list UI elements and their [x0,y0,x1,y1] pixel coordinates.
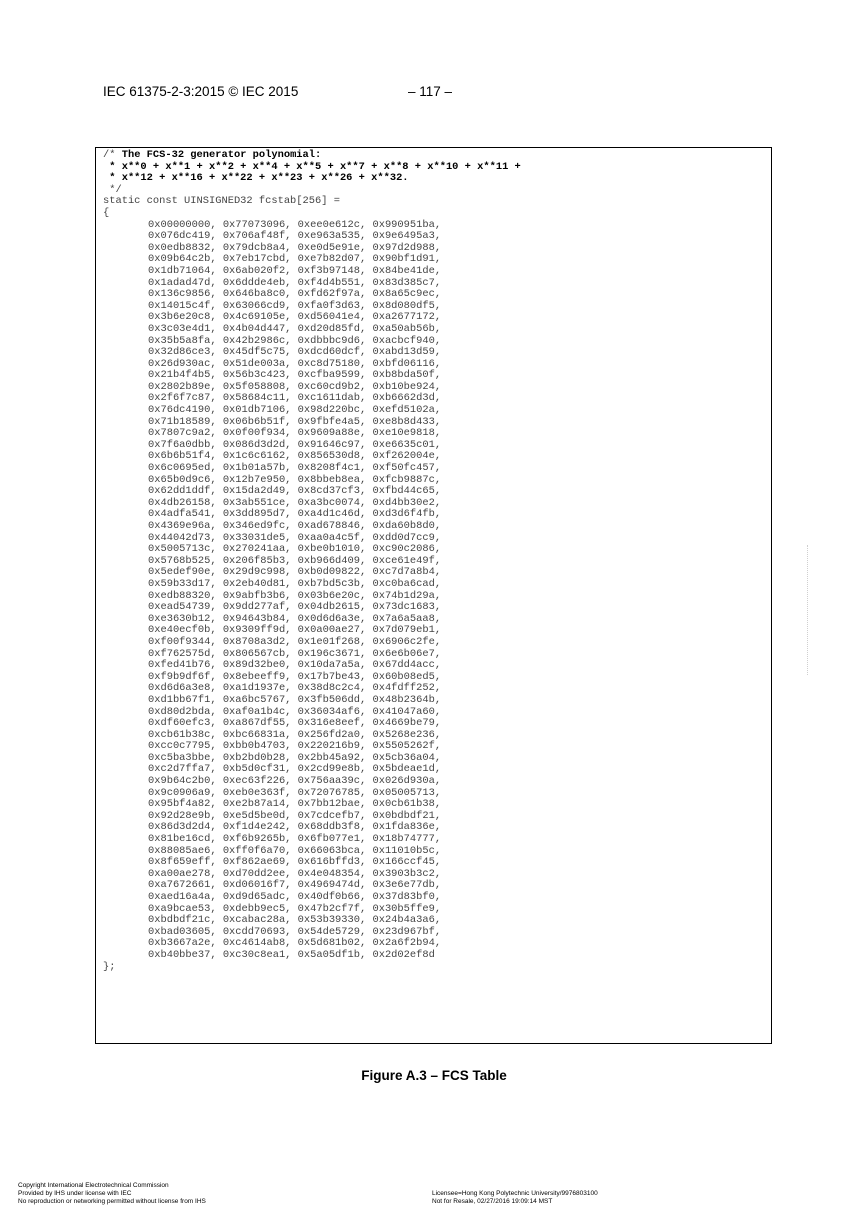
table-row: 0x35b5a8fa, 0x42b2986c, 0xdbbbc9d6, 0xacbcf940, [148,334,442,347]
table-row: 0x00000000, 0x77073096, 0xee0e612c, 0x990951ba, [148,218,442,231]
table-row: 0x76dc4190, 0x01db7106, 0x98d220bc, 0xefd5102a, [148,404,442,417]
table-row: 0xcc0c7795, 0xbb0b4703, 0x220216b9, 0x5505262f, [148,740,442,753]
table-row: 0xa9bcae53, 0xdebb9ec5, 0x47b2cf7f, 0x30b5ffe9, [148,902,442,915]
table-row: 0x1adad47d, 0x6ddde4eb, 0xf4d4b551, 0x83d385c7, [148,276,442,289]
table-row: 0x26d930ac, 0x51de003a, 0xc8d75180, 0xbfd06116, [148,357,442,370]
figure-caption: Figure A.3 – FCS Table [361,1068,507,1083]
table-row: 0x95bf4a82, 0xe2b87a14, 0x7bb12bae, 0x0cb61b38, [148,798,442,811]
table-row: 0xe40ecf0b, 0x9309ff9d, 0x0a00ae27, 0x7d079eb1, [148,624,442,637]
side-watermark [807,545,814,675]
table-row: 0x4369e96a, 0x346ed9fc, 0xad678846, 0xda60b8d0, [148,520,442,532]
comment-line-4: */ [103,183,122,196]
table-row: 0x7f6a0dbb, 0x086d3d2d, 0x91646c97, 0xe6635c01, [148,438,442,451]
code-listing-box [95,147,772,1044]
table-row: 0xd6d6a3e8, 0xa1d1937e, 0x38d8c2c4, 0x4fdff252, [148,682,442,695]
table-row: 0x1db71064, 0x6ab020f2, 0xf3b97148, 0x84be41de, [148,264,442,277]
table-row: 0x44042d73, 0x33031de5, 0xaa0a4c5f, 0xdd0d7cc9, [148,531,442,544]
table-row: 0x81be16cd, 0xf6b9265b, 0x6fb077e1, 0x18b74777, [148,833,442,846]
comment-line-3: * x**12 + x**16 + x**22 + x**23 + x**26 + x**32. [103,172,409,185]
table-row: 0xb40bbe37, 0xc30c8ea1, 0x5a05df1b, 0x2d02ef8d [148,948,435,961]
table-row: 0xf9b9df6f, 0x8ebeeff9, 0x17b7be43, 0x60b08ed5, [148,670,442,683]
footer-left-line: No reproduction or networking permitted without license from IHS [18,1198,206,1205]
table-row: 0x0edb8832, 0x79dcb8a4, 0xe0d5e91e, 0x97d2d988, [148,241,442,254]
comment-line-1 [103,150,771,162]
comment-line-2: * x**0 + x**1 + x**2 + x**4 + x**5 + x**7 + x**8 + x**10 + x**11 + [103,160,521,173]
page-number: – 117 – [408,84,453,99]
table-row: 0xedb88320, 0x9abfb3b6, 0x03b6e20c, 0x74b1d29a, [148,589,442,602]
table-row: 0x5768b525, 0x206f85b3, 0xb966d409, 0xce61e49f, [148,554,442,567]
table-row: 0xbdbdf21c, 0xcabac28a, 0x53b39330, 0x24b4a3a6, [148,914,442,927]
table-row: 0xa7672661, 0xd06016f7, 0x4969474d, 0x3e6e77db, [148,879,442,892]
table-row: 0xe3630b12, 0x94643b84, 0x0d6d6a3e, 0x7a6a5aa8, [148,612,442,625]
table-row: 0xcb61b38c, 0xbc66831a, 0x256fd2a0, 0x5268e236, [148,728,442,741]
table-declaration: static const UINSIGNED32 fcstab[256] = [103,195,340,208]
table-row: 0xbad03605, 0xcdd70693, 0x54de5729, 0x23d967bf, [148,925,442,938]
footer-left-line: Provided by IHS under license with IEC [18,1190,132,1197]
fcs-table-values [103,220,771,962]
table-row: 0x21b4f4b5, 0x56b3c423, 0xcfba9599, 0xb8bda50f, [148,369,442,382]
table-row: 0x6c0695ed, 0x1b01a57b, 0x8208f4c1, 0xf50fc457, [148,462,442,475]
table-row: 0x9b64c2b0, 0xec63f226, 0x756aa39c, 0x026d930a, [148,775,442,788]
table-row: 0x9c0906a9, 0xeb0e363f, 0x72076785, 0x05005713, [148,786,442,799]
table-row: 0x8f659eff, 0xf862ae69, 0x616bffd3, 0x166ccf45, [148,856,442,869]
footer-right-line: Not for Resale, 02/27/2016 19:09:14 MST [432,1198,553,1205]
table-row: 0x6b6b51f4, 0x1c6c6162, 0x856530d8, 0xf262004e, [148,450,442,463]
table-row: 0xead54739, 0x9dd277af, 0x04db2615, 0x73dc1683, [148,601,442,614]
footer-copyright [18,1182,206,1206]
footer-right-line: Licensee=Hong Kong Polytechnic University/9976803100 [432,1190,598,1197]
table-row: 0x4db26158, 0x3ab551ce, 0xa3bc0074, 0xd4bb30e2, [148,496,442,509]
table-row: 0x5005713c, 0x270241aa, 0xbe0b1010, 0xc90c2086, [148,543,442,556]
table-row: 0xd80d2bda, 0xaf0a1b4c, 0x36034af6, 0x41047a60, [148,705,442,718]
table-row: 0xf00f9344, 0x8708a3d2, 0x1e01f268, 0x6906c2fe, [148,635,442,648]
table-row: 0x62dd1ddf, 0x15da2d49, 0x8cd37cf3, 0xfbd44c65, [148,485,442,498]
table-row: 0xd1bb67f1, 0xa6bc5767, 0x3fb506dd, 0x48b2364b, [148,693,442,706]
table-row: 0x09b64c2b, 0x7eb17cbd, 0xe7b82d07, 0x90bf1d91, [148,253,442,266]
table-row: 0xf762575d, 0x806567cb, 0x196c3671, 0x6e6b06e7, [148,647,442,660]
table-row: 0x14015c4f, 0x63066cd9, 0xfa0f3d63, 0x8d080df5, [148,299,442,312]
table-row: 0x65b0d9c6, 0x12b7e950, 0x8bbeb8ea, 0xfcb9887c, [148,473,442,486]
table-row: 0x5edef90e, 0x29d9c998, 0xb0d09822, 0xc7d7a8b4, [148,566,442,579]
table-row: 0xdf60efc3, 0xa867df55, 0x316e8eef, 0x4669be79, [148,717,442,730]
table-row: 0xfed41b76, 0x89d32be0, 0x10da7a5a, 0x67dd4acc, [148,659,442,672]
table-row: 0xc5ba3bbe, 0xb2bd0b28, 0x2bb45a92, 0x5cb36a04, [148,751,442,764]
open-brace: { [103,206,110,219]
document-standard-header: IEC 61375-2-3:2015 © IEC 2015 [103,84,299,99]
comment-title: The FCS-32 generator polynomial: [121,149,322,161]
table-row: 0x59b33d17, 0x2eb40d81, 0xb7bd5c3b, 0xc0ba6cad, [148,577,442,590]
table-row: 0x2f6f7c87, 0x58684c11, 0xc1611dab, 0xb6662d3d, [148,392,442,405]
table-row: 0x92d28e9b, 0xe5d5be0d, 0x7cdcefb7, 0x0bdbdf21, [148,809,442,822]
table-row: 0x4adfa541, 0x3dd895d7, 0xa4d1c46d, 0xd3d6f4fb, [148,508,442,521]
table-row: 0x3c03e4d1, 0x4b04d447, 0xd20d85fd, 0xa50ab56b, [148,322,442,335]
table-row: 0xb3667a2e, 0xc4614ab8, 0x5d681b02, 0x2a6f2b94, [148,937,442,950]
table-row: 0xa00ae278, 0xd70dd2ee, 0x4e048354, 0x3903b3c2, [148,867,442,880]
table-row: 0xc2d7ffa7, 0xb5d0cf31, 0x2cd99e8b, 0x5bdeae1d, [148,763,442,776]
table-row: 0x7807c9a2, 0x0f00f934, 0x9609a88e, 0xe10e9818, [148,427,442,440]
table-row: 0x2802b89e, 0x5f058808, 0xc60cd9b2, 0xb10be924, [148,380,442,393]
footer-licensee [432,1190,598,1206]
table-row: 0x88085ae6, 0xff0f6a70, 0x66063bca, 0x11010b5c, [148,844,442,857]
comment-open: /* [103,149,122,161]
footer-left-line: Copyright International Electrotechnical Commission [18,1182,169,1189]
table-row: 0x86d3d2d4, 0xf1d4e242, 0x68ddb3f8, 0x1fda836e, [148,821,442,834]
table-row: 0x71b18589, 0x06b6b51f, 0x9fbfe4a5, 0xe8b8d433, [148,415,442,428]
close-brace: }; [103,960,116,973]
table-row: 0x136c9856, 0x646ba8c0, 0xfd62f97a, 0x8a65c9ec, [148,288,442,301]
table-row: 0xaed16a4a, 0xd9d65adc, 0x40df0b66, 0x37d83bf0, [148,891,442,903]
table-row: 0x32d86ce3, 0x45df5c75, 0xdcd60dcf, 0xabd13d59, [148,346,442,359]
table-row: 0x076dc419, 0x706af48f, 0xe963a535, 0x9e6495a3, [148,230,442,243]
table-row: 0x3b6e20c8, 0x4c69105e, 0xd56041e4, 0xa2677172, [148,311,442,324]
